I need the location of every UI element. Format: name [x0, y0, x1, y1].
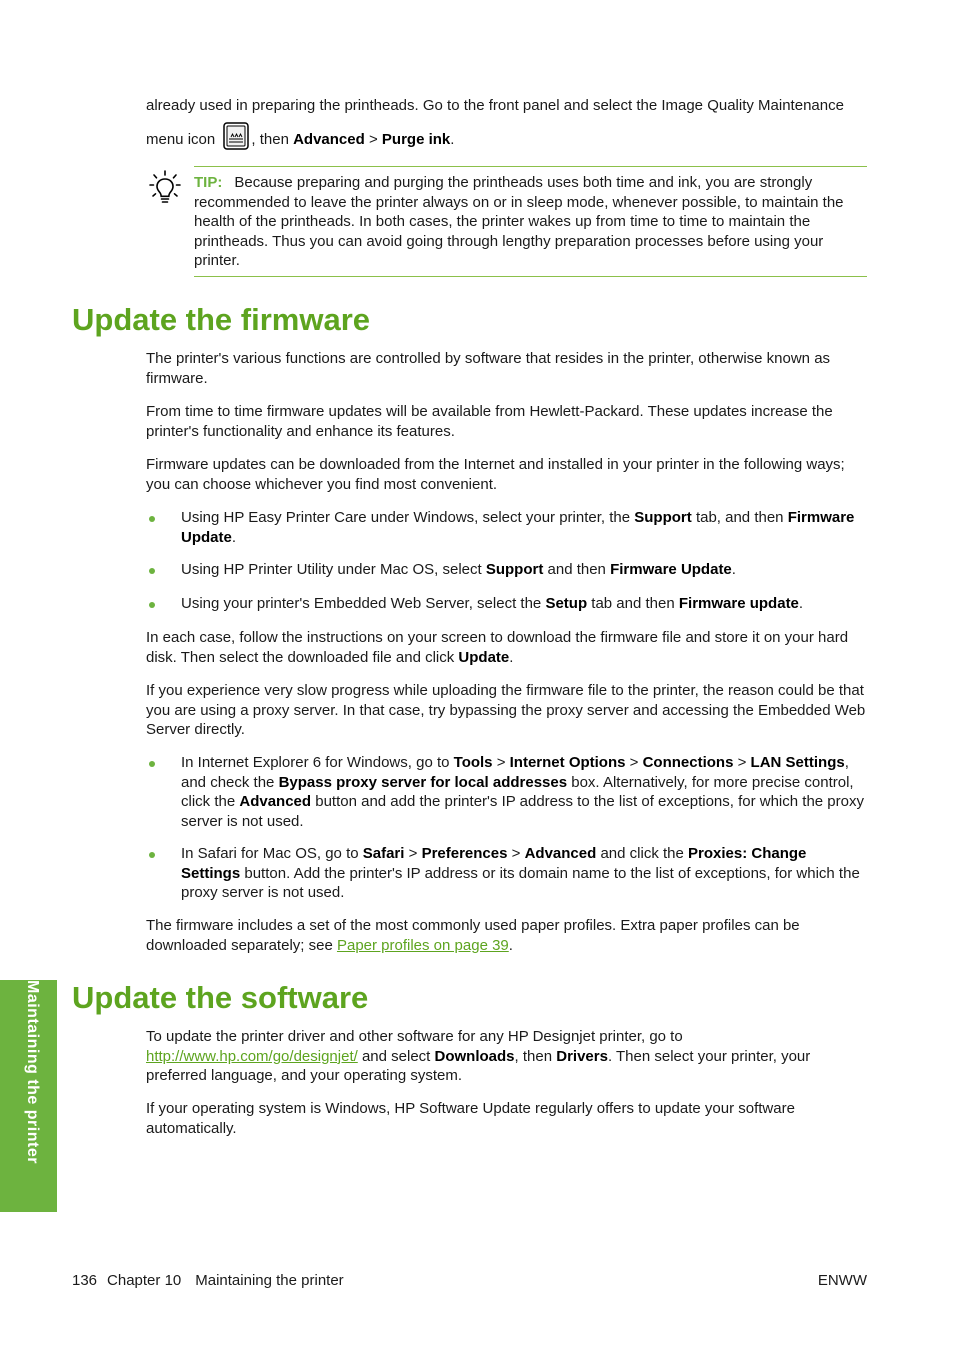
bullet-icon [149, 516, 155, 522]
footer-title: Maintaining the printer [195, 1272, 344, 1289]
heading-update-software: Update the software [72, 980, 369, 1015]
tip-note [194, 173, 868, 271]
page-number: 136 [72, 1272, 98, 1289]
list-item: Using HP Easy Printer Care under Windows, select your printer, the Support tab, and then Firmware Update. [146, 508, 868, 547]
list-item: In Safari for Mac OS, go to Safari > Preferences > Advanced and click the Proxies: Change Settings button. Add the printer's IP address or its domain name to the list of exceptions, for which the proxy server is not used. [146, 844, 868, 903]
firmware-paragraph-1: The printer's various functions are controlled by software that resides in the printer, otherwise known as firmware. [146, 350, 831, 387]
firmware-paragraph-3: Firmware updates can be downloaded from the Internet and installed in your printer in the following ways; you can choose whichever you find most convenient. [146, 456, 845, 493]
tip-top-rule [194, 166, 867, 167]
footer-chapter: Chapter 10 [107, 1272, 182, 1289]
chapter-side-tab-label: Maintaining the printer [24, 980, 41, 1164]
bullet-icon [149, 602, 155, 608]
firmware-paragraph-2: From time to time firmware updates will be available from Hewlett-Packard. These updates increase the printer's functionality and enhance its features. [146, 403, 833, 440]
heading-update-firmware: Update the firmware [72, 302, 371, 337]
footer-left [72, 1271, 344, 1291]
tip-text: Because preparing and purging the printheads uses both time and ink, you are strongly recommended to leave the printer always on or in sleep mode, whenever possible, to maintain the health of the printheads. In both cases, the printer wakes up from time to time to maintain the printheads. Thus you can avoid going through lengthy preparation processes before using your printer. [194, 174, 844, 269]
footer-right: ENWW [817, 1272, 867, 1289]
software-paragraph-2: If your operating system is Windows, HP Software Update regularly offers to update your software automatically. [146, 1100, 795, 1137]
intro-line-1: already used in preparing the printheads. Go to the front panel and select the Image Quality Maintenance [146, 97, 844, 114]
firmware-paragraph-5: If you experience very slow progress while uploading the firmware file to the printer, the reason could be that you are using a proxy server. In that case, try bypassing the proxy server and accessing the Embedded Web Server directly. [146, 682, 866, 738]
image-quality-maintenance-icon [221, 122, 251, 150]
chapter-side-tab [0, 980, 57, 1212]
firmware-paragraph-6: The firmware includes a set of the most commonly used paper profiles. Extra paper profiles can be downloaded separately; see Paper profiles on page 39. [146, 917, 800, 954]
software-paragraph-1: To update the printer driver and other software for any HP Designjet printer, go to http://www.hp.com/go/designjet/ and select Downloads, then Drivers. Then select your printer, your preferred language, and your operating system. [146, 1028, 811, 1084]
intro-line-2: menu icon , then Advanced > Purge ink. [146, 122, 868, 150]
bullet-icon [149, 852, 155, 858]
menu-purge-ink: Purge ink [381, 130, 451, 148]
menu-advanced: Advanced [293, 130, 365, 148]
list-item: Using HP Printer Utility under Mac OS, select Support and then Firmware Update. [146, 560, 868, 580]
list-item: In Internet Explorer 6 for Windows, go to Tools > Internet Options > Connections > LAN Settings, and check the Bypass proxy server for local addresses box. Alternatively, for more precise control, click the Advanced button and add the printer's IP address to the list of exceptions, for which the proxy server is not used. [146, 753, 868, 831]
list-item: Using your printer's Embedded Web Server, select the Setup tab and then Firmware update. [146, 594, 868, 614]
bullet-icon [149, 761, 155, 767]
paper-profiles-link[interactable]: Paper profiles on page 39 [336, 936, 509, 954]
tip-bottom-rule [194, 276, 867, 277]
hp-designjet-link[interactable]: http://www.hp.com/go/designjet/ [146, 1047, 358, 1065]
bullet-icon [149, 568, 155, 574]
tip-label: TIP: [194, 174, 223, 191]
tip-lightbulb-icon [146, 168, 184, 208]
firmware-paragraph-4: In each case, follow the instructions on your screen to download the firmware file and store it on your hard disk. Then select the downloaded file and click Update. [146, 629, 849, 666]
intro-paragraph [146, 96, 868, 150]
